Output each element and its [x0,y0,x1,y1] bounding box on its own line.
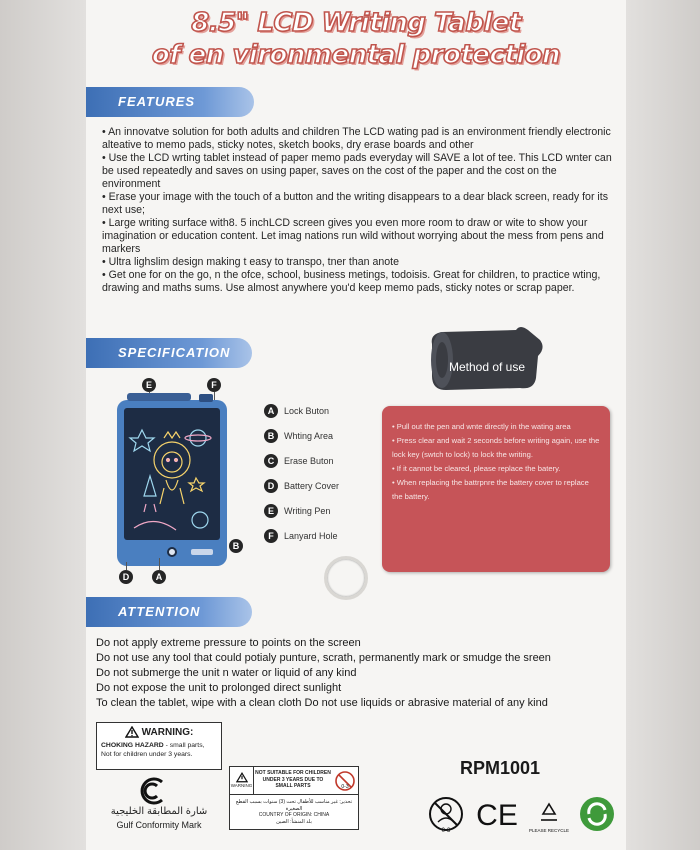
method-of-use-box [382,406,610,572]
pen-slot [199,394,213,402]
small-warning-icon-cell [230,767,254,794]
part-letter: E [264,504,278,518]
part-label: Writing Pen [284,505,331,516]
feature-item: • Erase your image with the touch of a button and the writing disappears to a dear black screen, ready for its next use; [102,191,609,216]
method-step: • Pull out the pen and wnte directly in the wating area [392,422,571,431]
green-dot-icon [578,795,616,833]
gulf-mark-arabic: شارة المطابقة الخليجية [110,806,208,817]
feature-item: • Large writing surface with8. 5 inchLCD screen gives you even more room to draw or wite to show your imagination or education content. Let imag nations run wild without worrying about the mess from pens and markers [102,217,604,255]
certification-icons [426,794,616,834]
method-step: • When replacing the battrpnre the battery cover to replace the battery. [392,478,589,501]
method-step: • If it cannot be cleared, please replace the batery. [392,464,561,473]
tablet-top-bar [127,393,191,401]
part-label: Erase Buton [284,455,334,466]
choking-warning-box [96,722,222,770]
warning-triangle-icon [236,772,248,783]
tablet-logo [191,549,213,555]
attention-item: Do not expose the unit to prolonged direct sunlight [96,682,342,694]
part-label: Whting Area [284,430,334,441]
doodle-drawing-icon [124,408,220,540]
small-warning-label: WARNING [230,782,253,788]
hang-hole [324,556,368,600]
gulf-conformity-logo-icon [136,774,170,808]
hazard-label: CHOKING HAZARD [101,742,164,749]
product-subtitle: of en vironmental protection [151,40,561,70]
part-letter: A [264,404,278,418]
part-letter: D [264,479,278,493]
part-item [264,473,384,498]
attention-heading: ATTENTION [86,597,252,627]
callout-e: E [142,378,156,392]
part-item [264,448,384,473]
age-restriction-cell [332,767,358,794]
warning-title-text: WARNING: [141,726,194,738]
part-label: Lock Buton [284,405,330,416]
callout-a: A [152,570,166,584]
callout-f: F [207,378,221,392]
attention-item: Do not use any tool that could potialy punture, scrath, permanently mark or smudge the sreen [96,652,551,664]
warning-text [101,741,217,759]
attention-item: Do not submerge the unit n water or liquid of any kind [96,667,357,679]
age-icon-label: 0-3 [441,828,451,834]
part-letter: F [264,529,278,543]
country-of-origin: COUNTRY OF ORIGIN: CHINA [258,812,330,818]
callout-line [159,558,160,570]
part-item [264,423,384,448]
feature-item: • An innovatve solution for both adults and children The LCD wating pad is an environment friendly electronic alteative to memo pads, sticky notes, sketch books, dry erase boards and other [102,126,611,151]
part-label: Battery Cover [284,480,340,491]
ce-mark-icon [475,797,519,831]
part-item [264,398,384,423]
small-warning-text: NOT SUITABLE FOR CHILDREN UNDER 3 YEARS DUE TO SMALL PARTS [255,770,331,789]
age-restriction-text: 0-3 [341,783,349,790]
packaging-edge-left [0,0,86,850]
country-of-origin-arabic: بلد المنشأ: الصين [276,818,312,825]
part-letter: B [264,429,278,443]
part-item [264,523,384,548]
warning-title [101,726,217,738]
attention-list [96,636,616,711]
package-back [86,0,626,850]
features-list [102,126,614,295]
hazard-rest: - small parts, [163,742,205,749]
packaging-edge-right [626,0,700,850]
warning-triangle-icon [125,726,139,738]
recycle-text: PLEASE RECYCLE [528,828,569,833]
age-warning-label [229,766,359,830]
hazard-age: Not for children under 3 years. [101,751,193,758]
lock-button-illustration [167,547,177,557]
attention-item: Do not apply extreme pressure to points on the screen [96,637,361,649]
parts-legend [264,398,384,548]
method-of-use-label: Method of use [448,360,526,374]
feature-item: • Get one for on the go, n the ofce, school, business metings, todoisis. Great for children, to practice wting, drawing and maths sums. Use almost anywhere you'd keep memo pads, sticky notes or scrap paper. [102,269,601,294]
tablet-illustration [117,400,227,566]
product-title: 8.5" LCD Writing Tablet [191,8,521,38]
not-for-under-3-icon [426,794,466,834]
model-number: RPM1001 [460,758,541,778]
ce-mark-text: CE [476,799,519,831]
method-step: • Press clear and wait 2 seconds before writing again, use the lock key (swtch to lock) to lock the writing. [392,436,600,459]
callout-d: D [119,570,133,584]
small-warning-arabic: تحذير: غير مناسب للأطفال تحت (3) سنوات بسبب القطع الصغيرة [235,799,353,812]
part-item [264,498,384,523]
attention-item: To clean the tablet, wipe with a clean cloth Do not use liquids or abrasive material of any kind [96,697,548,709]
part-letter: C [264,454,278,468]
tablet-screen [124,408,220,540]
age-restriction-icon [334,770,356,792]
part-label: Lanyard Hole [284,530,338,541]
feature-item: • Use the LCD wrting tablet instead of paper memo pads everyday will SAVE a lot of tee. This LCD wnter can be used repeatedly and saves on using paper, saves on the cost of the paper and the cost on the environment [102,152,612,190]
callout-b: B [229,539,243,553]
feature-item: • Ultra lighslim design making t easy to transpo, tner than anote [102,256,399,268]
features-heading: FEATURES [86,87,254,117]
recycle-icon [529,794,569,834]
specification-heading: SPECIFICATION [86,338,252,368]
callout-line [126,562,127,570]
gulf-mark-english: Gulf Conformity Mark [116,820,202,830]
